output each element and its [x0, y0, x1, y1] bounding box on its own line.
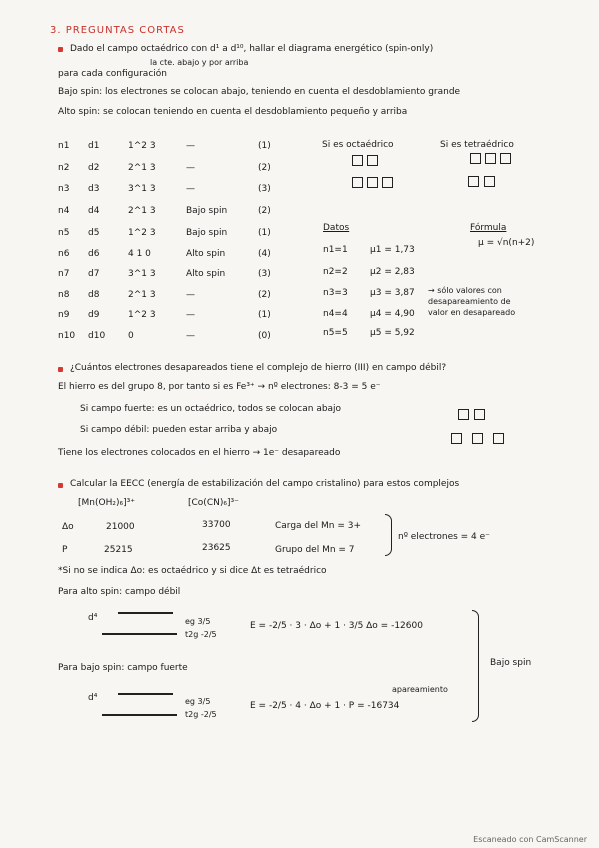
row-d: d9: [88, 310, 100, 320]
row-unpaired: (1): [258, 310, 271, 320]
p-mn: 25215: [104, 545, 133, 555]
q3-prompt: Calcular la EECC (energía de estabilización del campo cristalino) para estos complejos: [70, 479, 460, 489]
mu-value: μ1 = 1,73: [370, 245, 415, 255]
row-unpaired: (4): [258, 249, 271, 259]
mu-n: n1=1: [323, 245, 348, 255]
row-unpaired: (2): [258, 290, 271, 300]
delta-mn: 21000: [106, 522, 135, 532]
mu-value: μ4 = 4,90: [370, 309, 415, 319]
row-d: d10: [88, 331, 106, 341]
orbital-box: [367, 177, 378, 188]
side-note: → sólo valores con desapareamiento de valor en desapareado: [428, 286, 516, 317]
grupo-mn: Grupo del Mn = 7: [275, 545, 355, 555]
d4-label-2: d⁴: [88, 693, 98, 703]
q1-prompt2: para cada configuración: [58, 69, 167, 79]
row-value: 0: [128, 331, 134, 341]
complex-mn: [Mn(OH₂)₆]³⁺: [78, 498, 135, 508]
row-spin: Bajo spin: [186, 206, 228, 216]
mu-value: μ5 = 5,92: [370, 328, 415, 338]
orbital-box: [382, 177, 393, 188]
mu-n: n2=2: [323, 267, 348, 277]
row-d: d2: [88, 163, 100, 173]
q1-prompt: Dado el campo octaédrico con d¹ a d¹⁰, hallar el diagrama energético (spin-only): [70, 44, 434, 54]
brace-icon: [385, 514, 392, 556]
row-spin: Alto spin: [186, 249, 226, 259]
delta-label: Δo: [62, 522, 74, 532]
eg-1: eg 3/5: [185, 617, 211, 626]
row-unpaired: (1): [258, 228, 271, 238]
orbital-box: [367, 155, 378, 166]
row-n: n7: [58, 269, 70, 279]
row-n: n2: [58, 163, 70, 173]
row-spin: —: [186, 141, 195, 151]
row-n: n6: [58, 249, 70, 259]
formula: μ = √n(n+2): [478, 238, 535, 248]
mu-value: μ2 = 2,83: [370, 267, 415, 277]
row-n: n4: [58, 206, 70, 216]
row-n: n8: [58, 290, 70, 300]
q3-note: *Si no se indica Δo: es octaédrico y si dice Δt es tetraédrico: [58, 566, 327, 576]
row-d: d6: [88, 249, 100, 259]
row-unpaired: (3): [258, 184, 271, 194]
row-n: n9: [58, 310, 70, 320]
orbital-box: [472, 433, 483, 444]
row-unpaired: (1): [258, 141, 271, 151]
bullet-icon: [58, 367, 63, 372]
row-value: 2^1 3: [128, 206, 156, 216]
alto-spin-label: Para alto spin: campo débil: [58, 587, 181, 597]
delta-co: 33700: [202, 520, 231, 530]
header-octahedral: Si es octaédrico: [322, 140, 394, 150]
row-unpaired: (2): [258, 163, 271, 173]
header-tetrahedral: Si es tetraédrico: [440, 140, 514, 150]
q2-line4: Tiene los electrones colocados en el hierro → 1e⁻ desapareado: [58, 448, 341, 458]
orbital-box: [484, 176, 495, 187]
orbital-box: [485, 153, 496, 164]
orbital-box: [352, 177, 363, 188]
scanner-watermark: Escaneado con CamScanner: [473, 835, 587, 844]
row-spin: —: [186, 163, 195, 173]
row-spin: Bajo spin: [186, 228, 228, 238]
complex-co: [Co(CN)₆]³⁻: [188, 498, 239, 508]
q2-line2: Si campo fuerte: es un octaédrico, todos se colocan abajo: [80, 404, 342, 414]
row-spin: —: [186, 331, 195, 341]
eg-2: eg 3/5: [185, 697, 211, 706]
row-unpaired: (2): [258, 206, 271, 216]
d4-label-1: d⁴: [88, 613, 98, 623]
mu-n: n5=5: [323, 328, 348, 338]
orbital-box: [468, 176, 479, 187]
t2g-level: [102, 633, 177, 635]
row-value: 1^2 3: [128, 310, 156, 320]
q2-prompt: ¿Cuántos electrones desapareados tiene el complejo de hierro (III) en campo débil?: [70, 363, 447, 373]
orbital-box: [500, 153, 511, 164]
row-value: 1^2 3: [128, 141, 156, 151]
t2g-1: t2g -2/5: [185, 630, 217, 639]
carga-mn: Carga del Mn = 3+: [275, 521, 362, 531]
row-value: 1^2 3: [128, 228, 156, 238]
orbital-box: [470, 153, 481, 164]
row-value: 2^1 3: [128, 290, 156, 300]
mu-n: n4=4: [323, 309, 348, 319]
bullet-icon: [58, 483, 63, 488]
row-value: 2^1 3: [128, 163, 156, 173]
alto-spin-def: Alto spin: se colocan teniendo en cuenta el desdoblamiento pequeño y arriba: [58, 107, 408, 117]
q2-line3: Si campo débil: pueden estar arriba y abajo: [80, 425, 278, 435]
row-n: n10: [58, 331, 76, 341]
brace-icon: [472, 610, 479, 722]
eg-level: [118, 693, 173, 695]
row-value: 3^1 3: [128, 184, 156, 194]
mu-n: n3=3: [323, 288, 348, 298]
row-d: d3: [88, 184, 100, 194]
row-d: d7: [88, 269, 100, 279]
row-spin: Alto spin: [186, 269, 226, 279]
row-d: d8: [88, 290, 100, 300]
row-n: n1: [58, 141, 70, 151]
q1-prompt-note: la cte. abajo y por arriba: [150, 58, 249, 67]
row-spin: —: [186, 184, 195, 194]
row-unpaired: (0): [258, 331, 271, 341]
orbital-box: [451, 433, 462, 444]
row-n: n3: [58, 184, 70, 194]
equation-2: E = -2/5 · 4 · Δo + 1 · P = -16734: [250, 701, 400, 711]
row-unpaired: (3): [258, 269, 271, 279]
eg-level: [118, 612, 173, 614]
bajo-spin-def: Bajo spin: los electrones se colocan abajo, teniendo en cuenta el desdoblamiento grande: [58, 87, 461, 97]
equation-1: E = -2/5 · 3 · Δo + 1 · 3/5 Δo = -12600: [250, 621, 423, 631]
formula-label: Fórmula: [470, 223, 507, 233]
q2-line1: El hierro es del grupo 8, por tanto si es Fe³⁺ → nº electrones: 8-3 = 5 e⁻: [58, 382, 381, 392]
datos-label: Datos: [323, 223, 350, 233]
row-d: d4: [88, 206, 100, 216]
orbital-box: [493, 433, 504, 444]
row-value: 4 1 0: [128, 249, 151, 259]
n-electrons: nº electrones = 4 e⁻: [398, 532, 490, 542]
t2g-2: t2g -2/5: [185, 710, 217, 719]
t2g-level: [102, 714, 177, 716]
p-label: P: [62, 545, 68, 555]
orbital-box: [458, 409, 469, 420]
orbital-box: [474, 409, 485, 420]
brace-label: Bajo spin: [490, 658, 532, 668]
p-co: 23625: [202, 543, 231, 553]
row-d: d5: [88, 228, 100, 238]
equation-2-note: apareamiento: [392, 685, 448, 694]
mu-value: μ3 = 3,87: [370, 288, 415, 298]
bajo-spin-label: Para bajo spin: campo fuerte: [58, 663, 188, 673]
row-d: d1: [88, 141, 100, 151]
bullet-icon: [58, 47, 63, 52]
row-spin: —: [186, 310, 195, 320]
row-spin: —: [186, 290, 195, 300]
row-n: n5: [58, 228, 70, 238]
orbital-box: [352, 155, 363, 166]
row-value: 3^1 3: [128, 269, 156, 279]
section-title: 3. PREGUNTAS CORTAS: [50, 25, 185, 36]
